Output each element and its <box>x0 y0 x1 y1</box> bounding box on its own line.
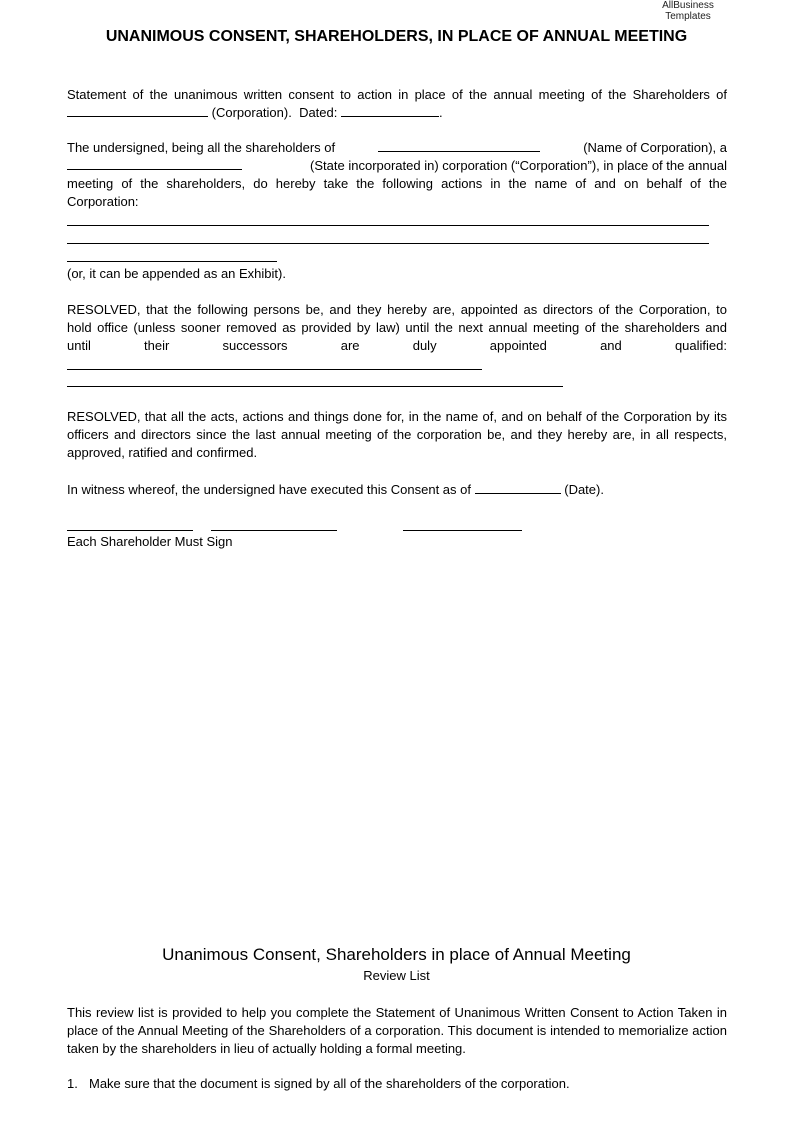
witness-date-blank[interactable] <box>475 481 561 494</box>
appended-note: (or, it can be appended as an Exhibit). <box>67 266 286 281</box>
undersigned-line-3: meeting of the shareholders, do hereby take the following actions in the name of and on behalf of the <box>67 176 727 191</box>
corporation-name-blank[interactable] <box>67 104 208 117</box>
witness-suffix: (Date). <box>564 482 604 497</box>
review-item-number: 1. <box>67 1076 78 1091</box>
undersigned-line-1 <box>67 139 727 157</box>
resolved-1-line-3: until their successors are duly appointed and qualified: <box>67 338 727 353</box>
resolved-1-line-1: RESOLVED, that the following persons be, and they hereby are, appointed as directors of the Corporation, to <box>67 302 727 317</box>
signature-caption: Each Shareholder Must Sign <box>67 534 233 549</box>
witness-prefix: In witness whereof, the undersigned have executed this Consent as of <box>67 482 471 497</box>
review-subtitle: Review List <box>363 968 430 983</box>
action-line-2[interactable] <box>67 243 709 244</box>
dated-blank[interactable] <box>341 104 439 117</box>
signature-line-2[interactable] <box>211 530 337 531</box>
resolved-1-line-2: hold office (unless sooner removed as provided by law) until the next annual meeting of the shareholders and <box>67 320 727 335</box>
logo-line-2: Templates <box>665 11 711 22</box>
brand-logo <box>652 0 724 22</box>
resolved-2: RESOLVED, that all the acts, actions and things done for, in the name of, and on behalf of the Corporation by its officers and directors since the last annual meeting of the corporation be, and they hereby are, in all respects, approved, ratified and confirmed. <box>67 409 727 460</box>
corporation-label: (Corporation). <box>211 105 292 120</box>
undersigned-text-2: (Name of Corporation), a <box>583 140 727 155</box>
signature-line-3[interactable] <box>403 530 522 531</box>
action-line-1[interactable] <box>67 225 709 226</box>
dated-label: Dated: <box>299 105 338 120</box>
review-item-text: Make sure that the document is signed by all of the shareholders of the corporation. <box>89 1076 570 1091</box>
review-intro: This review list is provided to help you complete the Statement of Unanimous Written Consent to Action Taken in place of the Annual Meeting of the Shareholders of a corporation. This document is intended to memorialize action taken by the shareholders in lieu of actually holding a formal meeting. <box>67 1005 727 1056</box>
director-line-2[interactable] <box>67 386 563 387</box>
statement-line-1: Statement of the unanimous written consent to action in place of the annual meeting of the Shareholders of <box>67 87 727 102</box>
logo-line-1: AllBusiness <box>662 0 714 11</box>
undersigned-line-4: Corporation: <box>67 194 139 209</box>
review-title: Unanimous Consent, Shareholders in place of Annual Meeting <box>162 945 631 964</box>
state-blank[interactable] <box>67 157 242 170</box>
witness-line <box>67 481 727 499</box>
undersigned-text-3: (State incorporated in) corporation (“Corporation”), in place of the annual <box>310 158 727 173</box>
statement-line-2: (Corporation). Dated: . <box>67 104 727 122</box>
undersigned-text-1: The undersigned, being all the shareholders of <box>67 140 336 155</box>
director-line-1[interactable] <box>67 369 482 370</box>
review-item <box>67 1075 727 1093</box>
document-title: UNANIMOUS CONSENT, SHAREHOLDERS, IN PLACE OF ANNUAL MEETING <box>105 28 688 45</box>
action-line-3[interactable] <box>67 261 277 262</box>
name-of-corporation-blank[interactable] <box>378 139 540 152</box>
undersigned-line-2 <box>67 157 727 175</box>
signature-line-1[interactable] <box>67 530 193 531</box>
